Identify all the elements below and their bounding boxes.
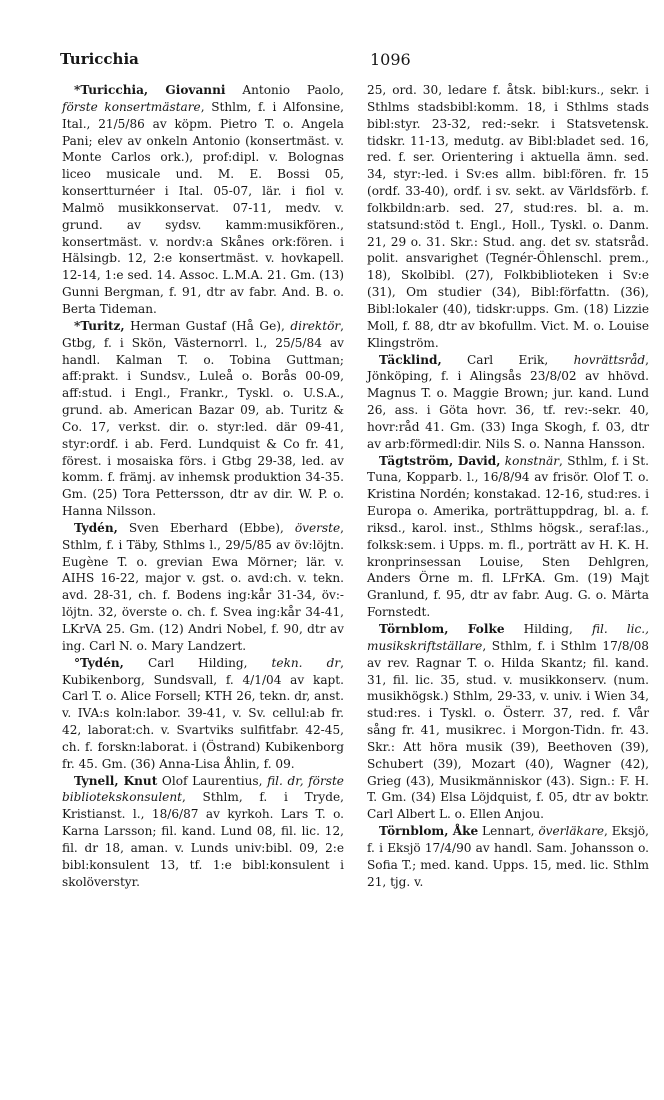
entry-occupation: fil. dr, förste bibliotekskonsulent bbox=[62, 773, 344, 805]
entry-occupation: tekn. dr bbox=[271, 655, 341, 670]
running-head bbox=[60, 50, 650, 72]
left-column bbox=[62, 82, 344, 891]
entry-occupation: överläkare bbox=[538, 824, 605, 839]
entry-headword: *Turicchia, Giovanni bbox=[74, 83, 226, 97]
biography-entry bbox=[367, 823, 649, 890]
biography-entry bbox=[62, 82, 344, 318]
entry-text: , Sthlm, f. i Tryde, Kristianst. l., 18/6/87 av kyrkoh. Lars T. o. Karna Larsson; fil. kand. Lund 08, fil. lic. 12, fil. dr 18, aman. v. Lunds univ:bibl. 09, 2:e bibl:konsulent 13, tf. 1:e bibl:konsulent i skolöverstyr. bbox=[62, 790, 344, 889]
biography-entry bbox=[62, 655, 344, 773]
running-head-word: Turicchia bbox=[60, 50, 139, 68]
entry-occupation: fil. lic., musikskriftställare bbox=[367, 622, 649, 653]
entry-headword: Törnblom, Åke bbox=[379, 824, 479, 839]
entry-text: 25, ord. 30, ledare f. åtsk. bibl:kurs., sekr. i Sthlms stadsbibl:komm. 18, i Sthlms stads bibl:styr. 23-32, red:-sekr. i Statsvetensk. tidskr. 11-13, medutg. av Bibl:bladet sed. 16, red. f. ser. Orientering i aktuella ämn. sed. 34, styr:-led. i Sv:es allm. bibl:fören. fr. 15 (ordf. 33-40), ordf. i sv. sekt. av Världsförb. f. folkbildn:arb. sed. 27, stud:res. bl. a. m. statsund:stöd t. Engl., Holl., Tyskl. o. Danm. 21, 29 o. 31. Skr.: Stud. ang. det sv. statsråd. polit. ansvarighet (Tegnér-Öhlenschl. prem., 18), Skolbibl. (27), Folkbiblioteken i Sv:e (31), Om studier (34), Bibl:författn. (36), Bibl:lokaler (40), tidskr:upps. Gm. (18) Lizzie Moll, f. 88, dtr av bkofullm. Vict. M. o. Louise Klingström. bbox=[367, 83, 649, 350]
entry-text: , Eksjö, f. i Eksjö 17/4/90 av handl. Sam. Johansson o. Sofia T.; med. kand. Upps. 15, med. lic. Sthlm 21, tjg. v. bbox=[367, 824, 649, 889]
entry-headword: Tägtström, David, bbox=[379, 453, 501, 468]
entry-headword: Törnblom, Folke bbox=[379, 622, 505, 636]
entry-text: , Sthlm, f. i Alfonsine, Ital., 21/5/86 av köpm. Pietro T. o. Angela Pani; elev av onkeln Antonio (konsertmäst. v. Monte Carlos ork.), prof:dipl. v. Bolognas liceo musicale und. M. E. Bossi 05, konsertturnéer i Ital. 05-07, lär. i fiol v. Malmö musikkonservat. 07-11, medv. v. grund. av sydsv. kamm:musikfören., konsertmäst. v. nordv:a Skånes ork:fören. i Hälsingb. 12, 2:e konsertmäst. v. hovkapell. 12-14, 1:e sed. 14. Assoc. L.M.A. 21. Gm. (13) Gunni Bergman, f. 91, dtr av fabr. And. B. o. Berta Tideman. bbox=[62, 99, 344, 316]
entry-names: Lennart, bbox=[478, 824, 539, 839]
entry-occupation: direktör bbox=[290, 318, 341, 333]
biography-entry bbox=[62, 318, 344, 520]
biography-entry bbox=[367, 453, 649, 621]
entry-names: Carl Erik, bbox=[441, 352, 574, 367]
biography-entry bbox=[367, 352, 649, 453]
biography-entry bbox=[367, 621, 649, 823]
entry-occupation: konstnär bbox=[504, 453, 560, 468]
entry-names: Olof Laurentius, bbox=[157, 773, 268, 788]
right-column bbox=[367, 82, 649, 891]
entry-text: , Kubikenborg, Sundsvall, f. 4/1/04 av kapt. Carl T. o. Alice Forsell; KTH 26, tekn. dr, anst. v. IVA:s koln:labor. 39-41, v. Sv. cellul:ab fr. 42, laborat:ch. v. Svartviks sulfitfabr. 42-45, ch. f. forskn:laborat. i (Östrand) Kubikenborg fr. 45. Gm. (36) Anna-Lisa Åhlin, f. 09. bbox=[62, 655, 344, 771]
entry-names: Hilding, bbox=[504, 622, 592, 636]
entry-text: , Sthlm, f. i St. Tuna, Kopparb. l., 16/8/94 av frisör. Olof T. o. Kristina Nordén; konstakad. 12-16, stud:res. i Europa o. Amerika, porträttuppdrag, bl. a. f. riksd., karol. inst., Sthlms högsk., seraf:las., folksk:sem. i Upps. m. fl., porträtt av H. K. H. kronprinsessan Louise, Sten Dehlgren, Anders Örne m. fl. LFrKA. Gm. (19) Majt Granlund, f. 95, dtr av fabr. Aug. G. o. Märta Fornstedt. bbox=[367, 453, 649, 620]
entry-names: Sven Eberhard (Ebbe), bbox=[117, 520, 295, 535]
entry-text: , Gtbg, f. i Skön, Västernorrl. l., 25/5/84 av handl. Kalman T. o. Tobina Guttman; aff:prakt. i Sundsv., Luleå o. Borås 00-09, aff:stud. i Engl., Frankr., Tyskl. o. U.S.A., grund. ab. American Bazar 09, ab. Turitz & Co. 17, verkst. dir. o. styr:led. där 09-41, styr:ordf. i ab. Ferd. Lundquist & Co fr. 41, förest. i mosaiska förs. i Gtbg 29-38, led. av komm. f. främj. av inhemsk produktion 34-35. Gm. (25) Tora Pettersson, dtr av dir. W. P. o. Hanna Nilsson. bbox=[62, 318, 344, 519]
entry-headword: *Turitz, bbox=[74, 318, 125, 333]
entry-names: Carl Hilding, bbox=[123, 655, 272, 670]
entry-headword: Täcklind, bbox=[379, 352, 442, 367]
entry-headword: °Tydén, bbox=[74, 655, 124, 670]
entry-occupation: hovrättsråd bbox=[573, 352, 646, 367]
page-number: 1096 bbox=[370, 50, 411, 69]
biography-entry bbox=[62, 520, 344, 655]
entry-occupation: överste bbox=[294, 520, 341, 535]
entry-occupation: förste konsertmästare bbox=[62, 99, 201, 114]
biography-entry bbox=[62, 773, 344, 891]
entry-text: , Jönköping, f. i Alingsås 23/8/02 av hhövd. Magnus T. o. Maggie Brown; jur. kand. Lund 26, ass. i Göta hovr. 36, tf. rev:-sekr. 40, hovr:råd 41. Gm. (33) Inga Skogh, f. 03, dtr av arb:förmedl:dir. Nils S. o. Nanna Hansson. bbox=[367, 352, 649, 451]
entry-text: , Sthlm, f. i Sthlm 17/8/08 av rev. Ragnar T. o. Hilda Skantz; fil. kand. 31, fil. lic. 35, stud. v. musikkonserv. (num. musikhögsk.) Sthlm, 29-33, v. univ. i Wien 34, stud:res. i Tyskl. o. Österr. 37, red. f. Vår sång fr. 41, musikrec. i Morgon-Tidn. fr. 43. Skr.: Att höra musik (39), Beethoven (39), Schubert (39), Mozart (40), Wagner (42), Grieg (43), Musikmänniskor (43). Sign.: F. H. T. Gm. (34) Elsa Löjdquist, f. 05, dtr av boktr. Carl Albert L. o. Ellen Anjou. bbox=[367, 638, 649, 822]
entry-names: Antonio Paolo, bbox=[225, 83, 345, 97]
entry-headword: Tynell, Knut bbox=[74, 773, 158, 788]
entry-headword: Tydén, bbox=[74, 520, 118, 535]
entry-names: Herman Gustaf (Hå Ge), bbox=[124, 318, 291, 333]
biography-entry-continuation bbox=[367, 82, 649, 352]
entry-text: , Sthlm, f. i Täby, Sthlms l., 29/5/85 av öv:löjtn. Eugène T. o. grevian Ewa Mörner; lär. v. AIHS 16-22, major v. gst. o. avd:ch. v. tekn. avd. 28-31, ch. f. Bodens ing:kår 31-34, öv:-löjtn. 32, överste o. ch. f. Svea ing:kår 34-41, LKrVA 25. Gm. (12) Andri Nobel, f. 90, dtr av ing. Carl N. o. Mary Landzert. bbox=[62, 520, 344, 653]
